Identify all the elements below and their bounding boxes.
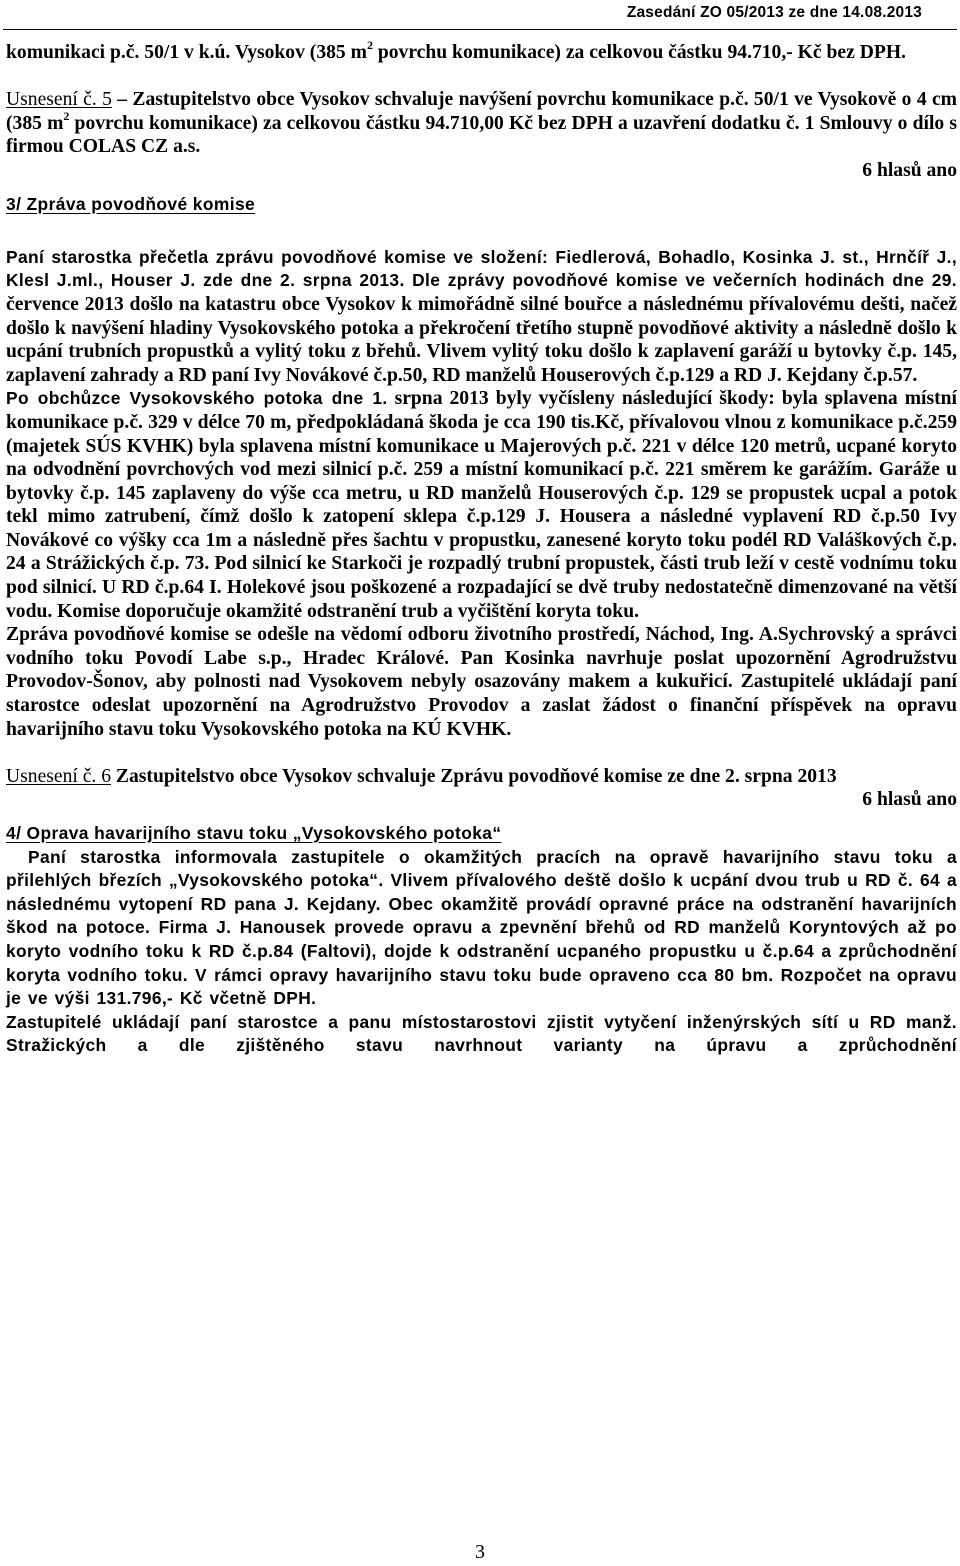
vote-result-2: 6 hlasů ano <box>862 789 957 811</box>
vote-result-1: 6 hlasů ano <box>862 159 957 181</box>
intro-superscript: 2 <box>366 38 373 52</box>
section-3-report-serif: července 2013 došlo na katastru obce Vysokov k mimořádně silné bouřce a následnému přívalovému dešti, načež došlo k navýšení hladiny Vysokovského potoka a překročení třetího stupně povodňové aktivity a následně došlo k ucpání trubních propustků a vylitý toku z břehů. Vlivem vylitý toku došlo k zaplavení garáží u bytovky č.p. 145, zaplavení zahrady a RD paní Ivy Novákové č.p.50, RD manželů Houserových č.p.129 a RD J. Kejdany č.p.57. <box>6 293 957 386</box>
running-header: Zasedání ZO 05/2013 ze dne 14.08.2013 <box>626 4 922 21</box>
resolution-5 <box>6 88 957 159</box>
section-3-heading: 3/ Zpráva povodňové komise <box>6 193 256 214</box>
section-4-report: Paní starostka informovala zastupitele o okamžitých pracích na opravě havarijního stavu toku a přilehlých březích „Vysokovského potoka“. Vlivem přívalového deště došlo k ucpání dvou trub u RD č. 64 a následnému vytopení RD pana J. Kejdany. Obec okamžitě provádí opravné práce na odstranění havarijních škod na potoce. Firma J. Hanousek provede opravu a zpevnění břehů od RD manželů Koryntových až po koryto vodního toku k RD č.p.84 (Faltovi), dojde k odstranění ucpaného propustku u č.p.64 a zprůchodnění koryta vodního toku. V rámci opravy havarijního stavu toku bude opraveno cca 80 bm. Rozpočet na opravu je ve výši 131.796,- Kč včetně DPH. <box>6 846 957 1009</box>
section-4-heading: 4/ Oprava havarijního stavu toku „Vysokovského potoka“ <box>6 823 502 843</box>
document-body <box>6 38 957 1058</box>
resolution-5-text-a: – Zastupitelstvo obce Vysokov schvaluje navýšení povrchu komunikace p.č. 50/1 ve Vysokově o 4 cm (385 m <box>6 89 957 134</box>
resolution-6-text: Zastupitelstvo obce Vysokov schvaluje Zprávu povodňové komise ze dne 2. srpna 2013 <box>111 765 837 787</box>
section-3-conclusion: Zpráva povodňové komise se odešle na vědomí odboru životního prostředí, Náchod, Ing. A.Sychrovský a správci vodního toku Povodí Labe s.p., Hradec Králové. Pan Kosinka navrhuje poslat upozornění Agrodružstvu Provodov-Šonov, aby polnosti nad Vysokovem nebyly osazovány makem a kukuřicí. Zastupitelé ukládají paní starostce odeslat upozornění na Agrodružstvo Provodov a zaslat žádost o finanční příspěvek na opravu havarijního stavu toku Vysokovského potoka na KÚ KVHK. <box>6 624 957 740</box>
resolution-5-text-b: povrchu komunikace) za celkovou částku 94.710,00 Kč bez DPH a uzavření dodatku č. 1 Smlouvy o dílo s firmou COLAS CZ a.s. <box>6 112 957 158</box>
resolution-5-label: Usnesení č. 5 <box>6 89 112 111</box>
intro-paragraph <box>6 38 957 65</box>
resolution-5-superscript: 2 <box>63 108 70 123</box>
intro-text-a: komunikaci p.č. 50/1 v k.ú. Vysokov (385 m <box>6 42 367 63</box>
intro-text-b: povrchu komunikace) za celkovou částku 94.710,- Kč bez DPH. <box>372 42 906 63</box>
page-number: 3 <box>475 1541 485 1563</box>
header-rule <box>3 29 957 30</box>
resolution-6 <box>6 765 957 789</box>
section-3-damages-sans: Po obchůzce Vysokovského potoka dne 1. <box>6 388 388 409</box>
section-3-report <box>6 246 957 388</box>
section-3-damages-serif: srpna 2013 byly vyčísleny následující škody: byla splavena místní komunikace p.č. 329 v délce 70 m, předpokládaná škoda je cca 190 tis.Kč, přívalovou vlnou z komunikace p.č.259 (majetek SÚS KVHK) byla splavena místní komunikace u Majerových p.č. 221 v délce 120 metrů, ucpané koryto na odvodnění povrchových vod mezi silnicí p.č. 259 a místní komunikací p.č. 221 směrem ke garážím. Garáže u bytovky č.p. 145 zaplaveny do výše cca metru, u RD manželů Houserových č.p. 129 se propustek ucpal a potok tekl mimo zatrubení, čímž došlo k zatopení sklepa č.p.129 J. Housera a následné vyplavení RD č.p.50 Ivy Novákové co výšky cca 1m a následně přes šachtu v propustku, zanesené koryto toku podél RD Valáškových č.p. 24 a Strážických č.p. 73. Pod silnicí ke Starkoči je rozpadlý trubní propustek, části trub leží v cestě vodnímu toku pod silnicí. U RD č.p.64 I. Holekové jsou poškozené a rozpadající se dvě truby nedostatečně dimenzované na větší vodu. Komise doporučuje okamžité odstranění trub a vyčištění koryta toku. <box>6 388 957 622</box>
section-3-damages <box>6 387 957 623</box>
section-4-task: Zastupitelé ukládají paní starostce a panu místostarostovi zjistit vytyčení inženýrských sítí u RD manž. Stražických a dle zjištěného stavu navrhnout varianty na úpravu a zprůchodnění <box>6 1011 957 1056</box>
resolution-6-label: Usnesení č. 6 <box>6 765 112 787</box>
section-3-report-sans: Paní starostka přečetla zprávu povodňové komise ve složení: Fiedlerová, Bohadlo, Kosinka J. st., Hrnčíř J., Klesl J.ml., Houser J. zde dne 2. srpna 2013. Dle zprávy povodňové komise ve večerních hodinách dne 29. <box>6 246 957 291</box>
